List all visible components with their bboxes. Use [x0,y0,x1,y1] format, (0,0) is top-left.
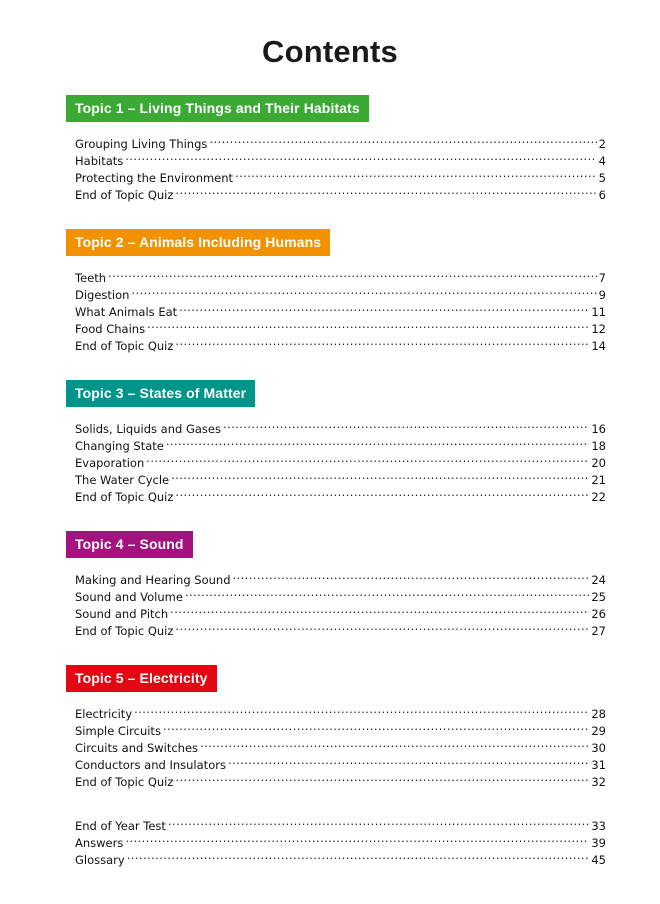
entry-label: End of Topic Quiz [75,775,174,789]
dot-leader [175,333,589,350]
dot-leader [175,182,596,199]
topic-2-entries [66,265,606,353]
entry-page: 2 [598,137,606,151]
entry-page: 5 [598,171,606,185]
extras-section [66,813,606,867]
entry-label: Habitats [75,154,124,168]
toc-entry[interactable] [75,316,606,336]
dot-leader [171,467,589,484]
dot-leader [163,718,589,735]
entry-label: Answers [75,836,124,850]
entry-label: Evaporation [75,456,145,470]
entry-page: 7 [598,271,606,285]
dot-leader [146,450,589,467]
toc-entry[interactable] [75,333,606,353]
topic-5-section [66,665,606,789]
entry-page: 39 [591,836,606,850]
dot-leader [209,131,596,148]
topic-2-heading[interactable]: Topic 2 – Animals Including Humans [66,229,330,256]
entry-page: 27 [591,624,606,638]
topic-4-heading[interactable]: Topic 4 – Sound [66,531,193,558]
entry-page: 29 [591,724,606,738]
dot-leader [200,735,589,752]
entry-label: Grouping Living Things [75,137,208,151]
entry-label: Food Chains [75,322,146,336]
entry-page: 18 [591,439,606,453]
entry-label: The Water Cycle [75,473,170,487]
entry-page: 26 [591,607,606,621]
topic-3-heading[interactable]: Topic 3 – States of Matter [66,380,255,407]
entry-page: 16 [591,422,606,436]
topic-5-entries [66,701,606,789]
dot-leader [179,299,589,316]
entry-page: 4 [598,154,606,168]
toc-entry[interactable] [75,813,606,833]
dot-leader [108,265,597,282]
dot-leader [166,433,590,450]
entry-label: Solids, Liquids and Gases [75,422,221,436]
entry-label: Conductors and Insulators [75,758,226,772]
entry-page: 9 [598,288,606,302]
entry-label: Making and Hearing Sound [75,573,231,587]
dot-leader [228,752,589,769]
topic-5-heading[interactable]: Topic 5 – Electricity [66,665,217,692]
entry-label: Teeth [75,271,107,285]
dot-leader [134,701,589,718]
toc-entry[interactable] [75,567,606,587]
topic-4-section [66,531,606,638]
toc-entry[interactable] [75,701,606,721]
dot-leader [175,484,589,501]
entry-label: What Animals Eat [75,305,178,319]
entry-page: 31 [591,758,606,772]
entry-label: End of Topic Quiz [75,188,174,202]
entry-page: 25 [591,590,606,604]
entry-label: Electricity [75,707,133,721]
entry-page: 21 [591,473,606,487]
dot-leader [233,567,590,584]
entry-page: 14 [591,339,606,353]
dot-leader [168,813,589,830]
dot-leader [131,282,596,299]
topic-3-section [66,380,606,504]
entry-label: Sound and Volume [75,590,183,604]
entry-label: Protecting the Environment [75,171,234,185]
entry-label: End of Topic Quiz [75,624,174,638]
dot-leader [125,830,589,847]
toc-entry[interactable] [75,467,606,487]
dot-leader [127,847,590,864]
dot-leader [235,165,597,182]
entry-label: Glossary [75,853,125,867]
dot-leader [185,584,589,601]
toc-entry[interactable] [75,299,606,319]
toc-entry[interactable] [75,131,606,151]
entry-label: Circuits and Switches [75,741,199,755]
entry-page: 12 [591,322,606,336]
toc-entry[interactable] [75,165,606,185]
toc-entry[interactable] [75,718,606,738]
entry-page: 6 [598,188,606,202]
topic-3-entries [66,416,606,504]
entry-label: Digestion [75,288,130,302]
entry-label: Simple Circuits [75,724,161,738]
topic-1-entries [66,131,606,202]
toc-entry[interactable] [75,416,606,436]
dot-leader [175,769,589,786]
entry-page: 22 [591,490,606,504]
entry-label: Sound and Pitch [75,607,169,621]
topic-2-section [66,229,606,353]
extras-entries [66,813,606,867]
entry-page: 30 [591,741,606,755]
toc-entry[interactable] [75,282,606,302]
dot-leader [223,416,589,433]
entry-page: 45 [591,853,606,867]
topic-1-section [66,95,606,202]
dot-leader [125,148,596,165]
entry-page: 20 [591,456,606,470]
dot-leader [147,316,589,333]
toc-entry[interactable] [75,450,606,470]
dot-leader [175,618,589,635]
entry-page: 33 [591,819,606,833]
entry-page: 28 [591,707,606,721]
topic-4-entries [66,567,606,638]
entry-label: End of Topic Quiz [75,339,174,353]
entry-label: Changing State [75,439,164,453]
entry-page: 11 [591,305,606,319]
toc-entry[interactable] [75,830,606,850]
page-title: Contents [262,34,398,69]
entry-page: 24 [591,573,606,587]
entry-label: End of Topic Quiz [75,490,174,504]
dot-leader [170,601,589,618]
topic-1-heading[interactable]: Topic 1 – Living Things and Their Habitats [66,95,369,122]
toc-entry[interactable] [75,265,606,285]
toc-entry[interactable] [75,847,606,867]
entry-label: End of Year Test [75,819,166,833]
entry-page: 32 [591,775,606,789]
toc-entry[interactable] [75,148,606,168]
